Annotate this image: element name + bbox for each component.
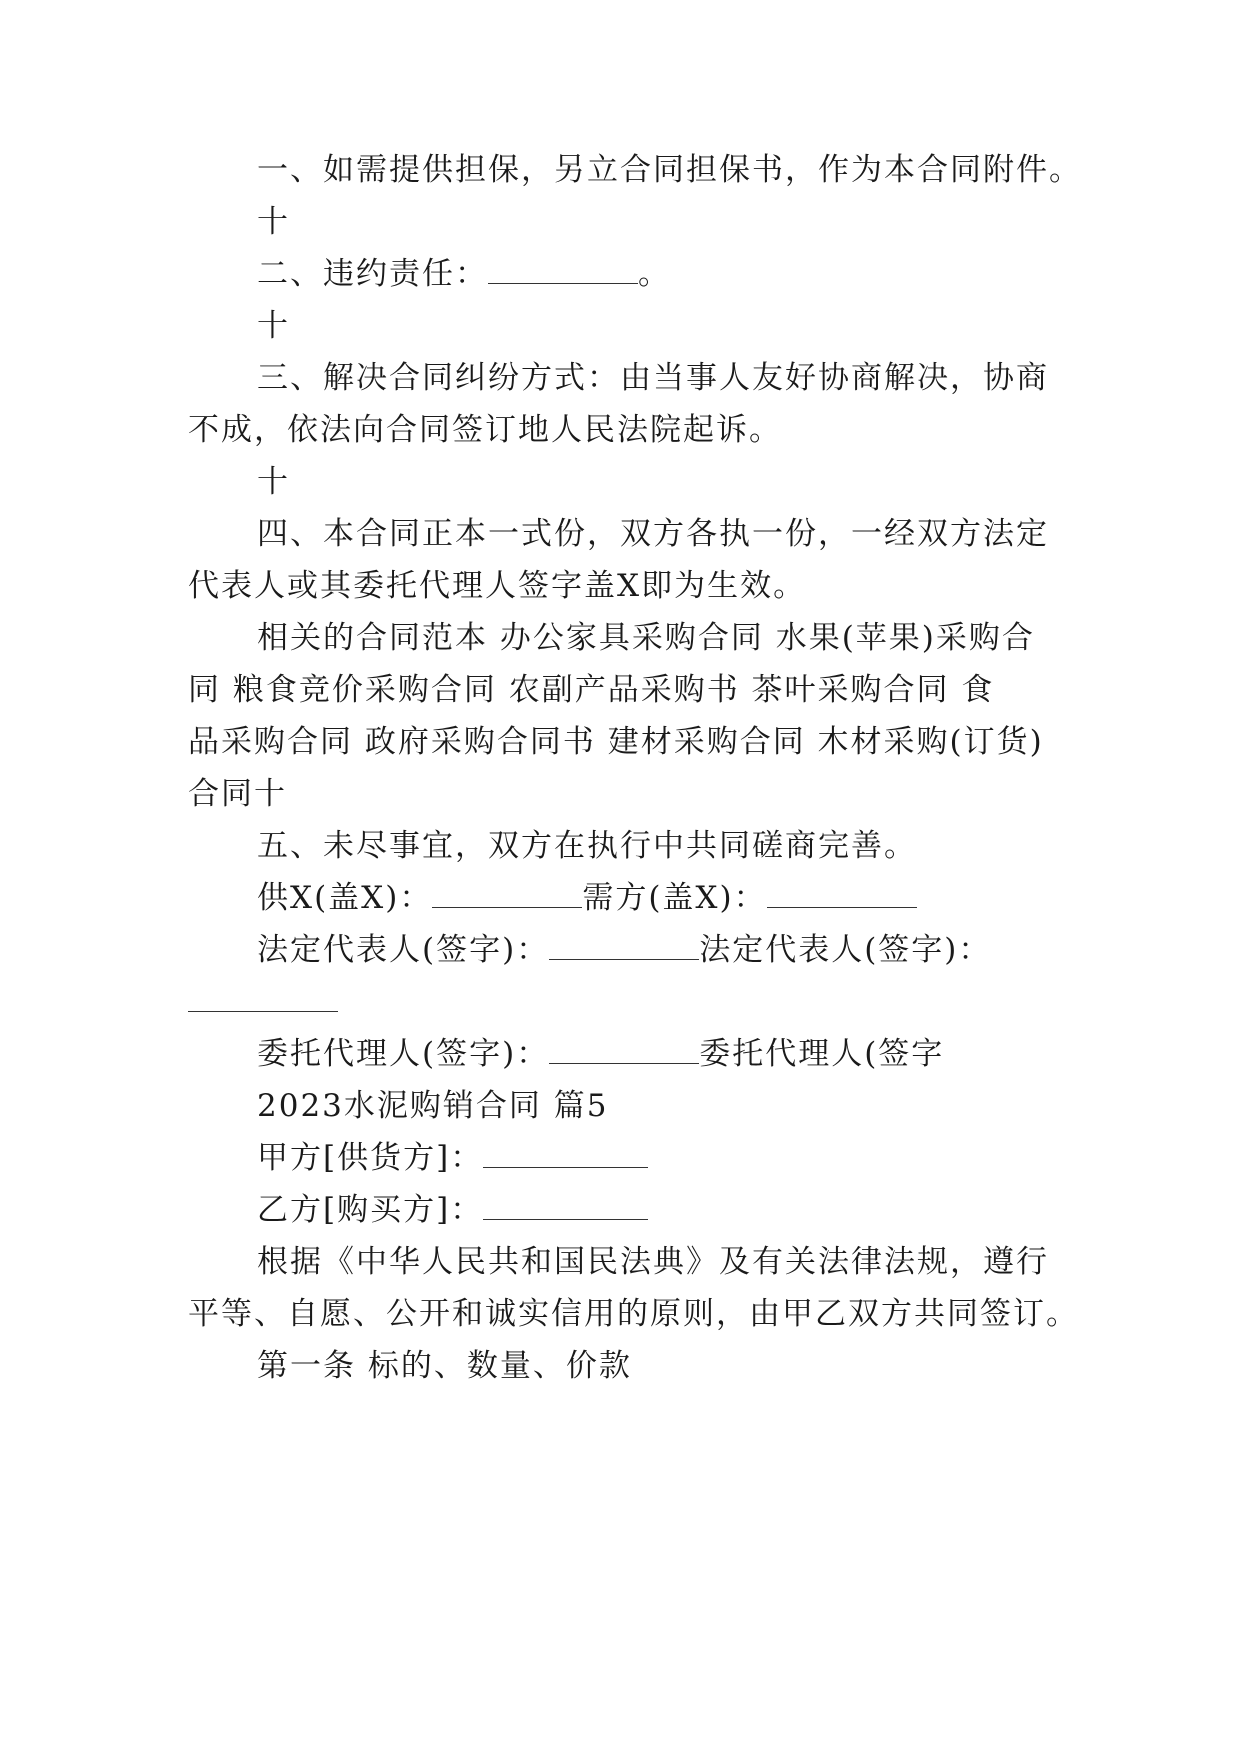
supplier-agent-blank <box>549 1037 699 1064</box>
preamble-line1: 根据《中华人民共和国民法典》及有关法律法规，遵行 <box>257 1244 1049 1280</box>
signature-legal-rep-row <box>257 930 991 970</box>
clause-guarantee: 一、如需提供担保，另立合同担保书，作为本合同附件。 <box>257 152 1082 188</box>
party-b-blank <box>483 1193 648 1220</box>
related-contracts-line1: 相关的合同范本 办公家具采购合同 水果(苹果)采购合 <box>257 620 1035 656</box>
article-1-heading: 第一条 标的、数量、价款 <box>257 1348 632 1384</box>
preamble-line2: 平等、自愿、公开和诚实信用的原则，由甲乙双方共同签订。 <box>188 1296 1079 1332</box>
supplier-seal-label: 供X(盖X)： <box>257 880 433 916</box>
related-contracts-line2: 同 粮食竞价采购合同 农副产品采购书 茶叶采购合同 食 <box>188 672 995 708</box>
clause-copies-line2: 代表人或其委托代理人签字盖X即为生效。 <box>188 568 807 604</box>
clause-copies-line1: 四、本合同正本一式份，双方各执一份，一经双方法定 <box>257 516 1049 552</box>
supplier-agent-label: 委托代理人(签字)： <box>257 1036 550 1072</box>
cross-mark: 十 <box>257 204 290 240</box>
clause-misc: 五、未尽事宜，双方在执行中共同磋商完善。 <box>257 828 917 864</box>
clause-liability-label: 二、违约责任： <box>257 256 488 292</box>
clause-liability-end: 。 <box>638 256 671 292</box>
supplier-legal-rep-label: 法定代表人(签字)： <box>257 932 550 968</box>
liability-blank <box>488 257 638 284</box>
party-a-row <box>257 1138 648 1178</box>
signature-agent-row <box>257 1034 944 1074</box>
buyer-seal-label: 需方(盖X)： <box>582 880 767 916</box>
related-contracts-line3: 品采购合同 政府采购合同书 建材采购合同 木材采购(订货) <box>188 724 1044 760</box>
clause-liability <box>257 254 671 294</box>
buyer-agent-label: 委托代理人(签字 <box>699 1036 945 1072</box>
party-a-label: 甲方[供货方]： <box>257 1140 484 1176</box>
clause-dispute-line2: 不成，依法向合同签订地人民法院起诉。 <box>188 412 782 448</box>
party-b-row <box>257 1190 648 1230</box>
party-a-blank <box>483 1141 648 1168</box>
party-b-label: 乙方[购买方]： <box>257 1192 484 1228</box>
buyer-legal-rep-label: 法定代表人(签字)： <box>699 932 992 968</box>
buyer-legal-rep-blank <box>188 985 338 1012</box>
signature-seal-row <box>257 878 917 918</box>
cross-mark: 十 <box>257 308 290 344</box>
supplier-legal-rep-blank <box>549 933 699 960</box>
clause-dispute-line1: 三、解决合同纠纷方式：由当事人友好协商解决，协商 <box>257 360 1049 396</box>
buyer-legal-rep-blank-row <box>188 982 338 1022</box>
related-contracts-line4: 合同十 <box>188 776 287 812</box>
buyer-seal-blank <box>767 881 917 908</box>
supplier-seal-blank <box>432 881 582 908</box>
contract-title: 2023水泥购销合同 篇5 <box>257 1088 609 1124</box>
cross-mark: 十 <box>257 464 290 500</box>
